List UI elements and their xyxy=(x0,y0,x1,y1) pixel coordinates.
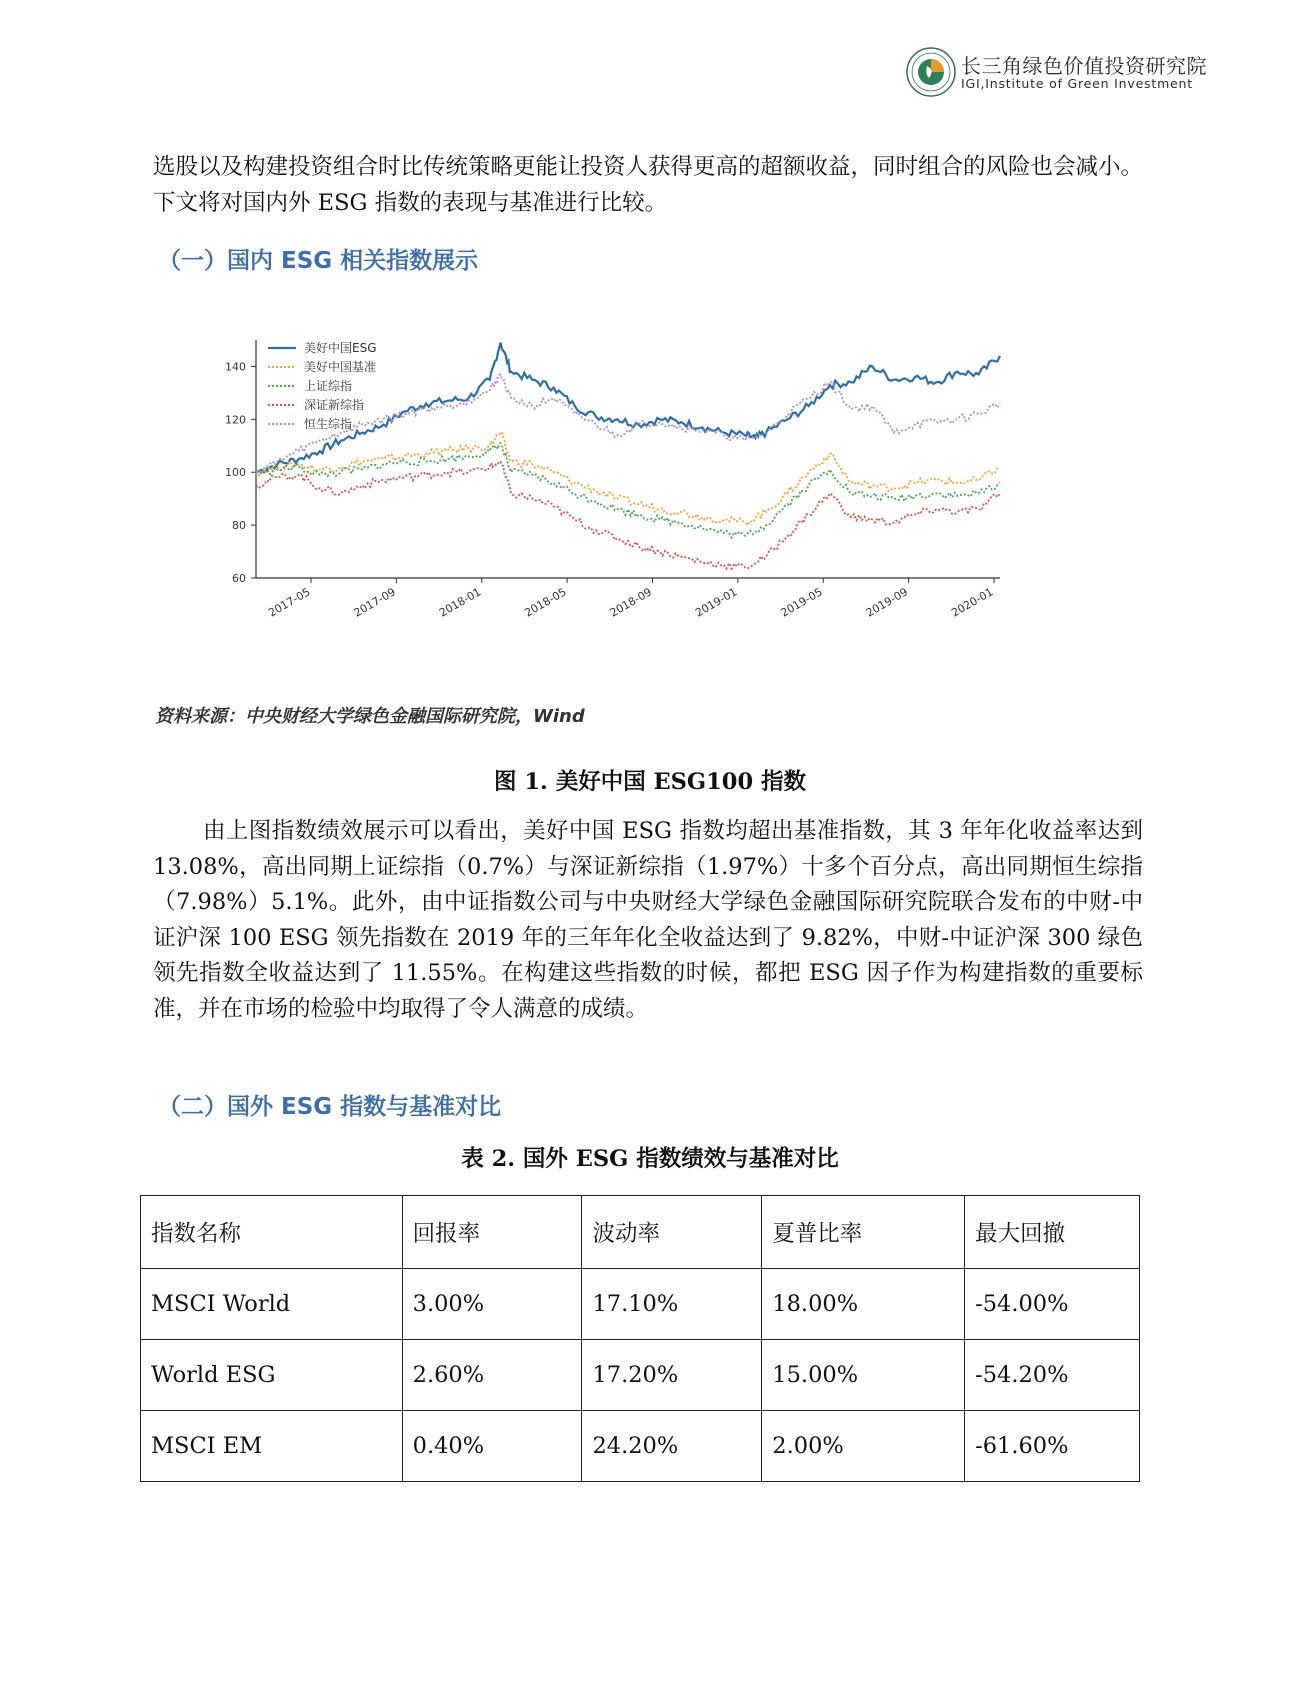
section-2-title: （二）国外 ESG 指数与基准对比 xyxy=(158,1094,502,1120)
table-row xyxy=(141,1411,1140,1482)
table-cell: 2.60% xyxy=(402,1340,582,1411)
y-tick-label: 140 xyxy=(225,360,246,374)
series-line xyxy=(256,462,1000,569)
legend-label: 恒生综指 xyxy=(304,417,353,431)
x-tick-label: 2019-05 xyxy=(778,585,825,620)
org-name-en: IGI,Institute of Green Investment xyxy=(961,76,1193,91)
legend-label: 美好中国ESG xyxy=(304,341,377,355)
table-cell: -54.00% xyxy=(965,1269,1140,1340)
header-cell: 回报率 xyxy=(402,1196,582,1269)
analysis-text: 由上图指数绩效展示可以看出，美好中国 ESG 指数均超出基准指数，其 3 年年化收益率达到 13.08%，高出同期上证综指（0.7%）与深证新综指（1.97%）十多个百分点，高出同期恒生综指（7.98%）5.1%。此外，由中证指数公司与中央财经大学绿色金融国际研究院联合发布的中财-中证沪深 100 ESG 领先指数在 2019 年的三年年化全收益达到了 9.82%，中财-中证沪深 300 绿色领先指数全收益达到了 11.55%。在构建这些指数的时候，都把 ESG 因子作为构建指数的重要标准，并在市场的检验中均取得了令人满意的成绩。 xyxy=(153,818,1143,1022)
header-cell: 最大回撤 xyxy=(965,1196,1140,1269)
esg-benchmark-table xyxy=(140,1195,1140,1482)
org-logo xyxy=(905,44,1215,100)
figure-source: 资料来源：中央财经大学绿色金融国际研究院，Wind xyxy=(155,706,585,727)
table-cell: -61.60% xyxy=(965,1411,1140,1482)
table-cell: 15.00% xyxy=(762,1340,965,1411)
x-tick-label: 2019-09 xyxy=(863,585,911,620)
analysis-paragraph xyxy=(153,814,1143,1027)
header-cell: 波动率 xyxy=(582,1196,762,1269)
table-cell: 18.00% xyxy=(762,1269,965,1340)
y-tick-label: 120 xyxy=(225,413,246,427)
intro-paragraph xyxy=(153,150,1143,221)
table-row xyxy=(141,1269,1140,1340)
header-cell: 夏普比率 xyxy=(762,1196,965,1269)
legend-label: 美好中国基准 xyxy=(304,360,377,374)
table-row xyxy=(141,1340,1140,1411)
y-tick-label: 60 xyxy=(232,572,246,585)
intro-text: 选股以及构建投资组合时比传统策略更能让投资人获得更高的超额收益，同时组合的风险也会减小。下文将对国内外 ESG 指数的表现与基准进行比较。 xyxy=(153,154,1144,216)
table-cell: 3.00% xyxy=(402,1269,582,1340)
table-cell: 17.10% xyxy=(582,1269,762,1340)
table-cell: 17.20% xyxy=(582,1340,762,1411)
legend-label: 上证综指 xyxy=(304,379,353,393)
x-tick-label: 2018-09 xyxy=(607,585,654,620)
org-name-cn: 长三角绿色价值投资研究院 xyxy=(961,54,1207,78)
x-tick-label: 2018-01 xyxy=(436,585,484,620)
table-cell: 24.20% xyxy=(582,1411,762,1482)
header-cell: 指数名称 xyxy=(141,1196,403,1269)
table-cell: World ESG xyxy=(141,1340,403,1411)
x-tick-label: 2019-01 xyxy=(693,585,740,620)
table-cell: MSCI World xyxy=(141,1269,403,1340)
table-header-row xyxy=(141,1196,1140,1269)
legend-label: 深证新综指 xyxy=(304,398,365,412)
y-tick-label: 80 xyxy=(232,519,246,533)
x-tick-label: 2017-05 xyxy=(266,585,313,620)
section-1-title: （一）国内 ESG 相关指数展示 xyxy=(158,248,479,274)
igi-logo-icon xyxy=(905,46,957,98)
table-cell: 2.00% xyxy=(762,1411,965,1482)
figure-1-caption: 图 1. 美好中国 ESG100 指数 xyxy=(494,769,806,795)
x-tick-label: 2018-05 xyxy=(522,585,569,620)
table-cell: MSCI EM xyxy=(141,1411,403,1482)
table-cell: 0.40% xyxy=(402,1411,582,1482)
x-tick-label: 2017-09 xyxy=(351,585,398,620)
x-tick-label: 2020-01 xyxy=(949,585,996,620)
table-cell: -54.20% xyxy=(965,1340,1140,1411)
table-2-caption: 表 2. 国外 ESG 指数绩效与基准对比 xyxy=(461,1146,839,1172)
y-tick-label: 100 xyxy=(225,466,246,480)
esg-index-line-chart xyxy=(150,330,1070,680)
